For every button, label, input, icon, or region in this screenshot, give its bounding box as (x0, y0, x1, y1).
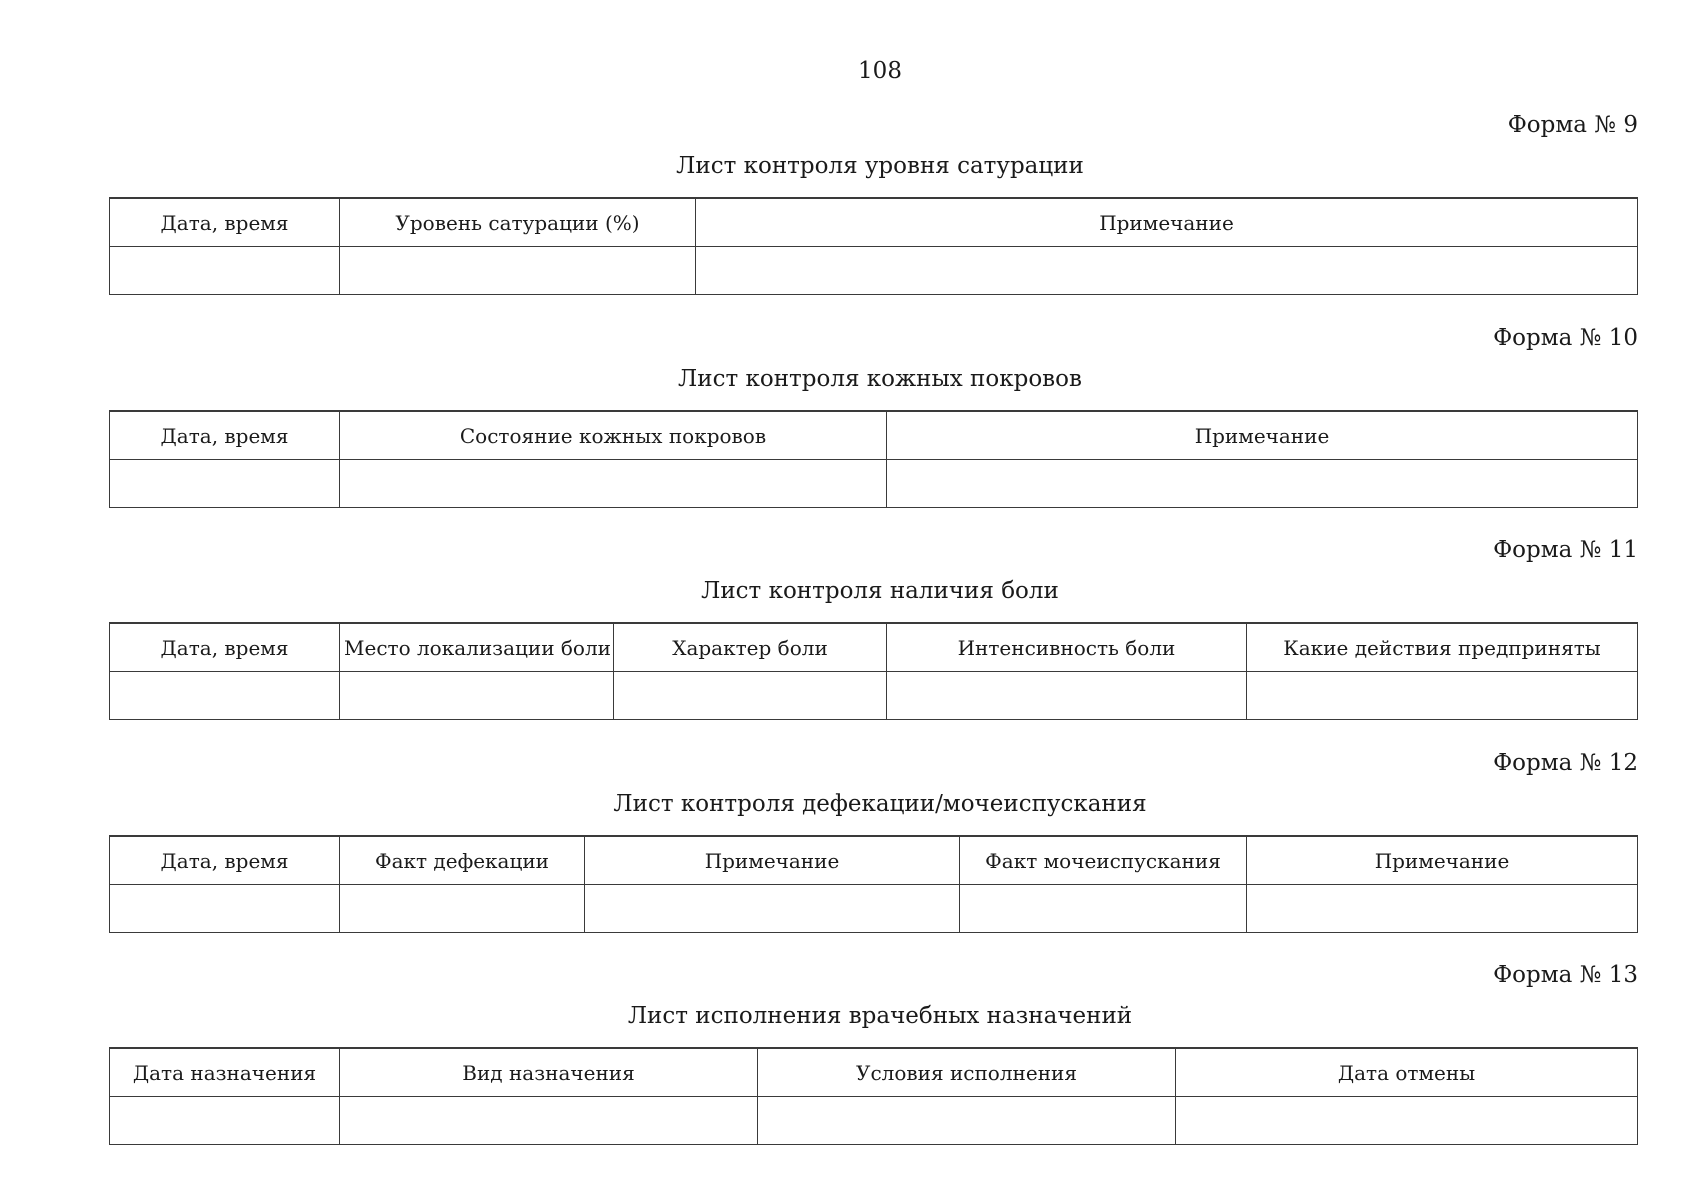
skin-control-table (109, 410, 1638, 508)
empty-cell[interactable] (585, 885, 960, 933)
medical-orders-table (109, 1047, 1638, 1145)
column-header: Дата назначения (110, 1048, 340, 1097)
form-13-title: Лист исполнения врачебных назначений (627, 1003, 1133, 1029)
column-header: Уровень сатурации (%) (340, 198, 696, 247)
empty-cell[interactable] (110, 247, 340, 295)
column-header: Примечание (696, 198, 1638, 247)
page-number: 108 (858, 58, 902, 84)
empty-cell[interactable] (110, 672, 340, 720)
form-12-title: Лист контроля дефекации/мочеиспускания (613, 791, 1147, 817)
form-11-label: Форма № 11 (1493, 537, 1638, 563)
empty-cell[interactable] (1247, 885, 1638, 933)
empty-cell[interactable] (887, 672, 1247, 720)
column-header: Условия исполнения (758, 1048, 1176, 1097)
empty-cell[interactable] (340, 247, 696, 295)
table-header-row (110, 198, 1638, 247)
empty-cell[interactable] (1247, 672, 1638, 720)
table-header-row (110, 836, 1638, 885)
empty-cell[interactable] (960, 885, 1247, 933)
empty-cell[interactable] (340, 460, 887, 508)
column-header: Дата, время (110, 411, 340, 460)
column-header: Характер боли (614, 623, 887, 672)
table-row (110, 460, 1638, 508)
empty-cell[interactable] (340, 1097, 758, 1145)
column-header: Факт дефекации (340, 836, 585, 885)
saturation-control-table (109, 197, 1638, 295)
table-row (110, 885, 1638, 933)
column-header: Факт мочеиспускания (960, 836, 1247, 885)
defecation-urination-table (109, 835, 1638, 933)
empty-cell[interactable] (110, 885, 340, 933)
column-header: Вид назначения (340, 1048, 758, 1097)
empty-cell[interactable] (110, 460, 340, 508)
empty-cell[interactable] (340, 672, 614, 720)
column-header: Место локализации боли (340, 623, 614, 672)
form-9-title: Лист контроля уровня сатурации (676, 153, 1084, 179)
table-header-row (110, 1048, 1638, 1097)
empty-cell[interactable] (887, 460, 1638, 508)
empty-cell[interactable] (758, 1097, 1176, 1145)
form-10-title: Лист контроля кожных покровов (678, 366, 1082, 392)
table-row (110, 1097, 1638, 1145)
column-header: Примечание (887, 411, 1638, 460)
form-13-label: Форма № 13 (1493, 962, 1638, 988)
table-row (110, 672, 1638, 720)
empty-cell[interactable] (340, 885, 585, 933)
pain-control-table (109, 622, 1638, 720)
empty-cell[interactable] (110, 1097, 340, 1145)
column-header: Какие действия предприняты (1247, 623, 1638, 672)
table-row (110, 247, 1638, 295)
column-header: Дата, время (110, 623, 340, 672)
form-11-title: Лист контроля наличия боли (701, 578, 1059, 604)
column-header: Примечание (585, 836, 960, 885)
form-12-label: Форма № 12 (1493, 750, 1638, 776)
empty-cell[interactable] (696, 247, 1638, 295)
table-header-row (110, 623, 1638, 672)
column-header: Примечание (1247, 836, 1638, 885)
column-header: Дата, время (110, 836, 340, 885)
table-header-row (110, 411, 1638, 460)
column-header: Дата, время (110, 198, 340, 247)
form-9-label: Форма № 9 (1507, 112, 1638, 138)
form-10-label: Форма № 10 (1493, 325, 1638, 351)
empty-cell[interactable] (1176, 1097, 1638, 1145)
column-header: Интенсивность боли (887, 623, 1247, 672)
column-header: Состояние кожных покровов (340, 411, 887, 460)
column-header: Дата отмены (1176, 1048, 1638, 1097)
empty-cell[interactable] (614, 672, 887, 720)
